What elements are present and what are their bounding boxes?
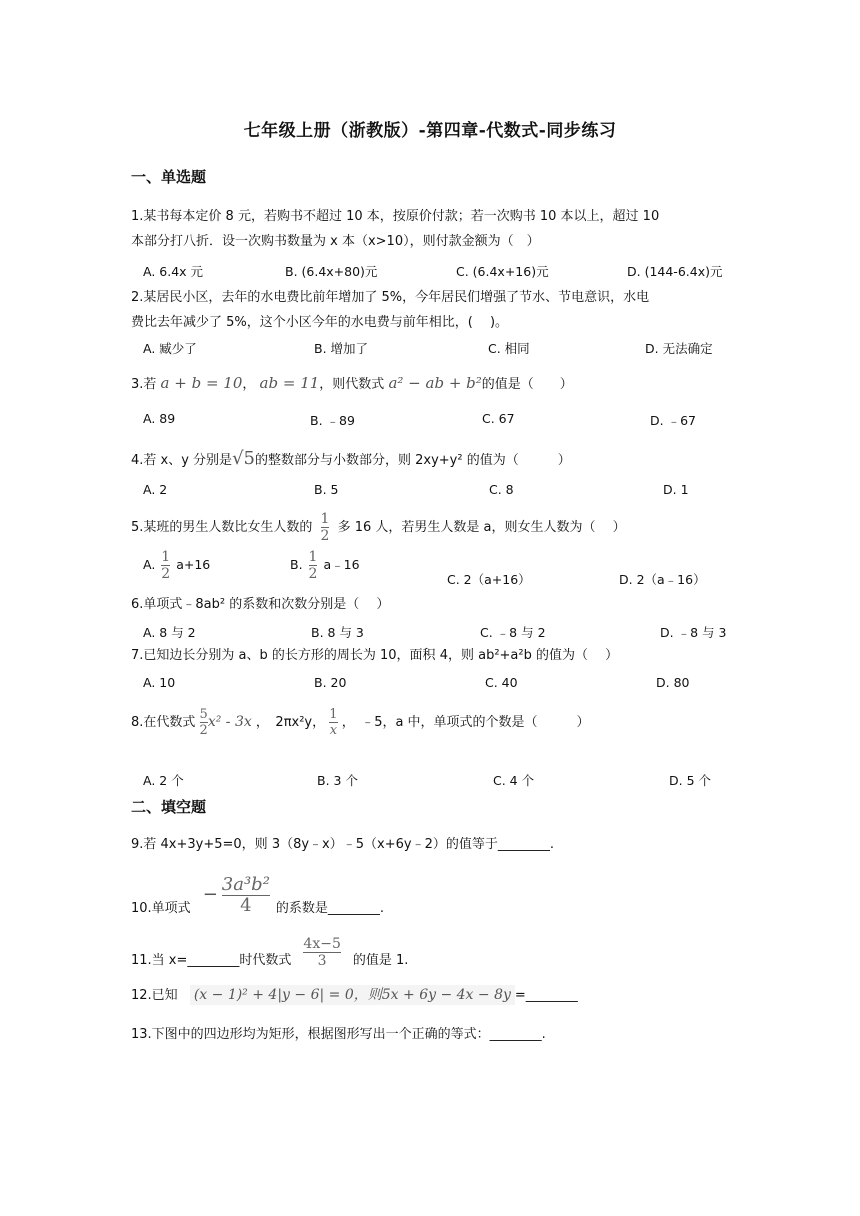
question-2-option-a: A. 臧少了	[143, 341, 197, 356]
fraction-numerator: 5	[199, 707, 208, 722]
question-12-formula: (x − 1)² + 4|y − 6| = 0，则5x + 6y − 4x − 8y	[190, 985, 515, 1005]
question-4-option-b: B. 5	[314, 482, 339, 497]
question-8-formula: x² - 3x	[207, 714, 252, 730]
question-3-prefix: 3.若	[131, 377, 157, 392]
question-4-prefix: 4.若 x、y 分别是	[131, 453, 233, 468]
question-8-option-a: A. 2 个	[143, 773, 184, 788]
fraction-denominator: 4	[240, 894, 252, 916]
question-1-option-c: C. (6.4x+16)元	[456, 264, 549, 279]
question-5	[131, 512, 626, 543]
question-8-middle: ， 2πx²y，	[255, 715, 326, 730]
option-label: A.	[143, 557, 156, 572]
question-3	[131, 372, 573, 396]
question-8-fraction-1	[200, 708, 208, 737]
question-10-formula	[202, 873, 270, 916]
question-8-prefix: 8.在代数式	[131, 715, 196, 730]
question-8	[131, 708, 590, 737]
question-4-option-a: A. 2	[143, 482, 168, 497]
question-5-option-d: D. 2（a﹣16）	[619, 572, 706, 587]
question-8-option-d: D. 5 个	[669, 773, 711, 788]
question-7-option-b: B. 20	[314, 675, 347, 690]
option-text: a+16	[176, 557, 211, 572]
question-2-line-1: 2.某居民小区，去年的水电费比前年增加了 5%，今年居民们增强了节水、节电意识，水电	[131, 290, 650, 305]
question-1-line-1: 1.某书每本定价 8 元，若购书不超过 10 本，按原价付款；若一次购书 10 本以上，超过 10	[131, 209, 660, 224]
question-3-formula-2: ab = 11	[259, 374, 320, 392]
fraction-denominator: 3	[317, 952, 327, 969]
question-4-suffix: 的整数部分与小数部分，则 2xy+y² 的值为（ ）	[254, 453, 571, 468]
option-fraction	[161, 550, 170, 581]
question-6-option-a: A. 8 与 2	[143, 625, 196, 640]
fraction-denominator: 2	[320, 528, 330, 544]
question-10-prefix: 10.单项式	[131, 901, 191, 916]
question-4	[131, 448, 571, 472]
question-12-prefix: 12.已知	[131, 988, 178, 1003]
fraction-numerator: 1	[161, 549, 171, 565]
fraction-denominator: 2	[199, 723, 208, 738]
question-3-formula-1: a + b = 10	[160, 374, 243, 392]
page-title: 七年级上册（浙教版）-第四章-代数式-同步练习	[243, 121, 617, 141]
question-11-fraction	[303, 937, 340, 968]
fraction-numerator: 1	[329, 707, 338, 722]
question-3-suffix: 的值是（ ）	[481, 377, 573, 392]
question-2-option-d: D. 无法确定	[645, 341, 713, 356]
fraction-denominator: 2	[161, 566, 171, 582]
question-13: 13.下图中的四边形均为矩形，根据图形写出一个正确的等式：________.	[131, 1027, 546, 1042]
question-12-suffix: =________	[514, 988, 578, 1003]
question-3-separator: ，	[242, 377, 256, 392]
option-text: a﹣16	[323, 557, 360, 572]
question-3-option-b: B. ﹣89	[310, 413, 355, 428]
question-4-option-c: C. 8	[489, 482, 514, 497]
question-6-option-b: B. 8 与 3	[311, 625, 364, 640]
fraction-numerator: 4x−5	[303, 935, 341, 952]
question-1-option-a: A. 6.4x 元	[143, 264, 204, 279]
question-8-option-b: B. 3 个	[317, 773, 358, 788]
question-6-option-c: C. ﹣8 与 2	[480, 625, 546, 640]
question-7-option-a: A. 10	[143, 675, 176, 690]
question-2-option-c: C. 相同	[488, 341, 530, 356]
question-8-fraction-2	[329, 708, 337, 737]
section-heading-fill-in: 二、填空题	[131, 798, 207, 816]
question-10-suffix: 的系数是________.	[275, 901, 385, 916]
question-8-suffix: ， ﹣5，a 中，单项式的个数是（ ）	[341, 715, 590, 730]
question-1-option-b: B. (6.4x+80)元	[285, 264, 378, 279]
question-9: 9.若 4x+3y+5=0，则 3（8y﹣x）﹣5（x+6y﹣2）的值等于________.	[131, 837, 554, 852]
fraction-numerator: 3a³b²	[221, 873, 270, 895]
option-fraction	[309, 550, 318, 581]
question-3-formula-3: a² − ab + b²	[388, 374, 482, 392]
question-3-option-d: D. ﹣67	[650, 413, 696, 428]
question-7-option-c: C. 40	[485, 675, 518, 690]
fraction-denominator: 2	[308, 566, 318, 582]
question-5-option-a	[143, 550, 210, 581]
question-4-sqrt-formula: √5	[232, 448, 255, 469]
question-5-option-c: C. 2（a+16）	[447, 572, 531, 587]
question-12	[131, 984, 578, 1007]
minus-sign: −	[202, 884, 218, 905]
question-5-option-b	[290, 550, 360, 581]
question-11-prefix: 11.当 x=________时代数式	[131, 953, 292, 968]
question-10-fraction	[221, 873, 270, 916]
question-11-suffix: 的值是 1.	[352, 953, 409, 968]
fraction-denominator: x	[329, 723, 338, 738]
question-6: 6.单项式﹣8ab² 的系数和次数分别是（ ）	[131, 597, 390, 612]
question-6-option-d: D. ﹣8 与 3	[660, 625, 727, 640]
question-7: 7.已知边长分别为 a、b 的长方形的周长为 10，面积 4，则 ab²+a²b 的值为（ ）	[131, 648, 619, 663]
question-3-option-a: A. 89	[143, 411, 176, 426]
fraction-numerator: 1	[308, 549, 318, 565]
question-11	[131, 932, 408, 972]
question-1-line-2: 本部分打八折．设一次购书数量为 x 本（x>10），则付款金额为（ ）	[131, 234, 540, 249]
question-1-option-d: D. (144-6.4x)元	[627, 264, 723, 279]
question-2-option-b: B. 增加了	[314, 341, 369, 356]
question-8-option-c: C. 4 个	[493, 773, 535, 788]
fraction-numerator: 1	[320, 511, 330, 527]
question-3-option-c: C. 67	[482, 411, 515, 426]
question-3-middle: ，则代数式	[319, 377, 385, 392]
question-5-suffix: 多 16 人，若男生人数是 a，则女生人数为（ ）	[337, 520, 626, 535]
question-5-fraction	[321, 512, 330, 543]
question-5-prefix: 5.某班的男生人数比女生人数的	[131, 520, 313, 535]
question-4-option-d: D. 1	[663, 482, 689, 497]
question-7-option-d: D. 80	[656, 675, 690, 690]
option-label: B.	[290, 557, 303, 572]
question-2-line-2: 费比去年减少了 5%，这个小区今年的水电费与前年相比，( )。	[131, 315, 509, 330]
question-10	[131, 870, 384, 920]
section-heading-single-choice: 一、单选题	[131, 168, 207, 186]
